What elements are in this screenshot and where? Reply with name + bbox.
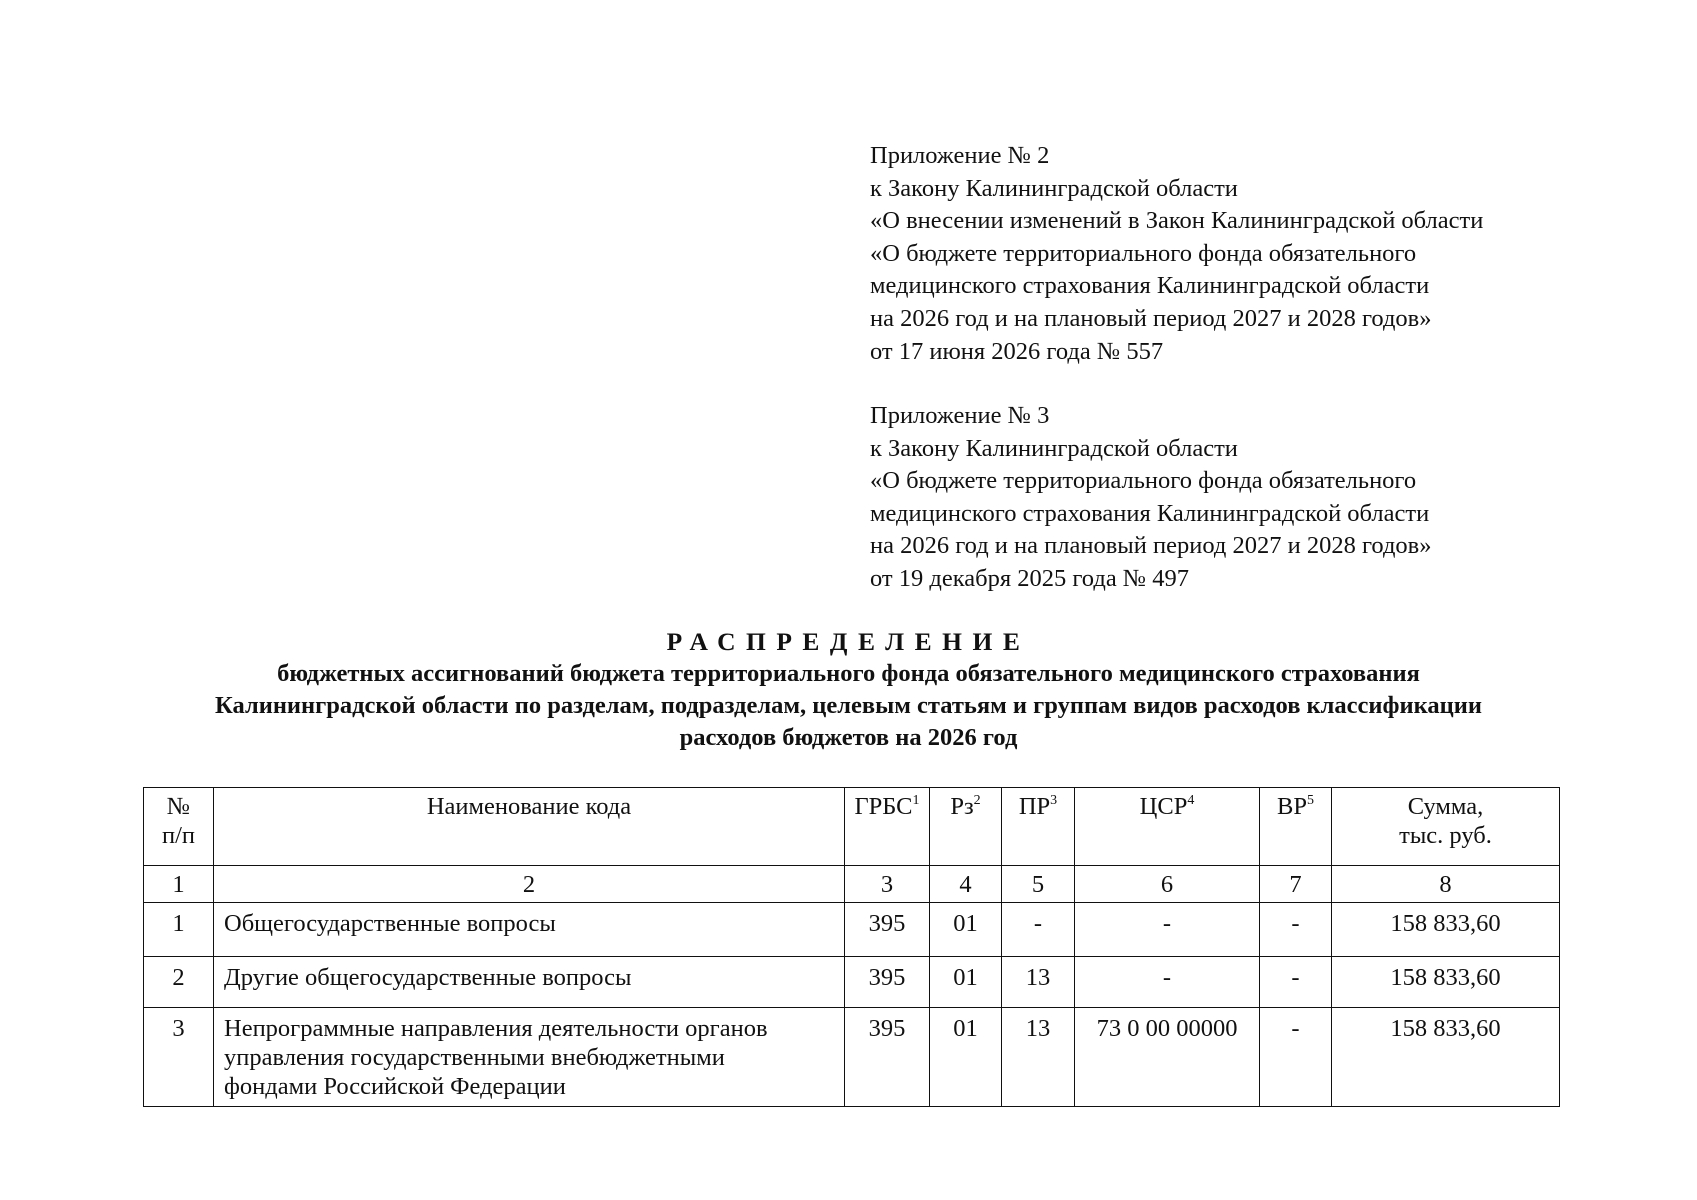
cell-name: Общегосударственные вопросы [214, 903, 845, 957]
header-sum: Сумма, тыс. руб. [1332, 788, 1560, 866]
appendix-3-line: медицинского страхования Калининградской области [870, 499, 1430, 527]
appendix-3-line: Приложение № 3 [870, 402, 1050, 429]
table-row [144, 1008, 1560, 1107]
header-vr: $ВР^5$ [1260, 788, 1332, 866]
document-heading [0, 626, 1697, 754]
appendix-2-line: Приложение № 2 [870, 142, 1050, 169]
cell-grbs: 395 [845, 957, 930, 1008]
column-number: 7 [1260, 866, 1332, 903]
header-rz: $Рз^2$ [930, 788, 1002, 866]
cell-csr: - [1075, 903, 1260, 957]
document-subtitle-line: Калининградской области по разделам, подразделам, целевым статьям и группам видов расходов классификации [215, 692, 1482, 719]
table-header-row [144, 788, 1560, 866]
cell-sum: 158 833,60 [1332, 1008, 1560, 1107]
cell-grbs: 395 [845, 1008, 930, 1107]
column-number: 2 [214, 866, 845, 903]
column-number: 8 [1332, 866, 1560, 903]
header-pr: $ПР^3$ [1002, 788, 1075, 866]
cell-rz: 01 [930, 1008, 1002, 1107]
appendix-3-line: от 19 декабря 2025 года № 497 [870, 564, 1190, 592]
cell-name: Другие общегосударственные вопросы [214, 957, 845, 1008]
cell-pr: - [1002, 903, 1075, 957]
cell-rz: 01 [930, 957, 1002, 1008]
appendix-2-line: от 17 июня 2026 года № 557 [870, 337, 1164, 365]
appendix-3-block [870, 400, 1670, 596]
appendix-2-line: «О бюджете территориального фонда обязательного [870, 239, 1417, 267]
column-number: 6 [1075, 866, 1260, 903]
document-subtitle-line: бюджетных ассигнований бюджета территориального фонда обязательного медицинского страхования [277, 660, 1420, 687]
table-row [144, 903, 1560, 957]
cell-sum: 158 833,60 [1332, 903, 1560, 957]
appendix-3-line: к Закону Калининградской области [870, 434, 1238, 462]
cell-pr: 13 [1002, 1008, 1075, 1107]
header-csr: ЦСР$^4$ [1075, 788, 1260, 866]
cell-vr: - [1260, 1008, 1332, 1107]
header-grbs: ГРБС$^1$ [845, 788, 930, 866]
header-number: № п/п [144, 788, 214, 866]
document-subtitle-line: расходов бюджетов на 2026 год [679, 724, 1018, 751]
column-number: 3 [845, 866, 930, 903]
column-number: 4 [930, 866, 1002, 903]
appendix-2-line: к Закону Калининградской области [870, 174, 1238, 202]
cell-csr: - [1075, 957, 1260, 1008]
cell-rz: 01 [930, 903, 1002, 957]
cell-pr: 13 [1002, 957, 1075, 1008]
column-number-row [144, 866, 1560, 903]
appendix-2-line: «О внесении изменений в Закон Калининградской области [870, 207, 1484, 235]
cell-vr: - [1260, 903, 1332, 957]
cell-grbs: 395 [845, 903, 930, 957]
cell-number: 1 [144, 903, 214, 957]
header-name: Наименование кода [214, 788, 845, 866]
appendix-3-line: «О бюджете территориального фонда обязательного [870, 467, 1417, 495]
cell-sum: 158 833,60 [1332, 957, 1560, 1008]
appendix-2-block [870, 140, 1670, 368]
cell-name: Непрограммные направления деятельности органов управления государственными внебюджетными фондами Российской Федерации [214, 1008, 845, 1107]
cell-csr: 73 0 00 00000 [1075, 1008, 1260, 1107]
appendix-3-line: на 2026 год и на плановый период 2027 и 2028 годов» [870, 532, 1432, 560]
appendix-2-line: на 2026 год и на плановый период 2027 и 2028 годов» [870, 304, 1432, 332]
column-number: 1 [144, 866, 214, 903]
table-row [144, 957, 1560, 1008]
appendix-2-line: медицинского страхования Калининградской области [870, 272, 1430, 300]
cell-number: 2 [144, 957, 214, 1008]
cell-number: 3 [144, 1008, 214, 1107]
document-title: РАСПРЕДЕЛЕНИЕ [666, 627, 1031, 656]
budget-allocation-table [143, 787, 1560, 1107]
cell-vr: - [1260, 957, 1332, 1008]
column-number: 5 [1002, 866, 1075, 903]
